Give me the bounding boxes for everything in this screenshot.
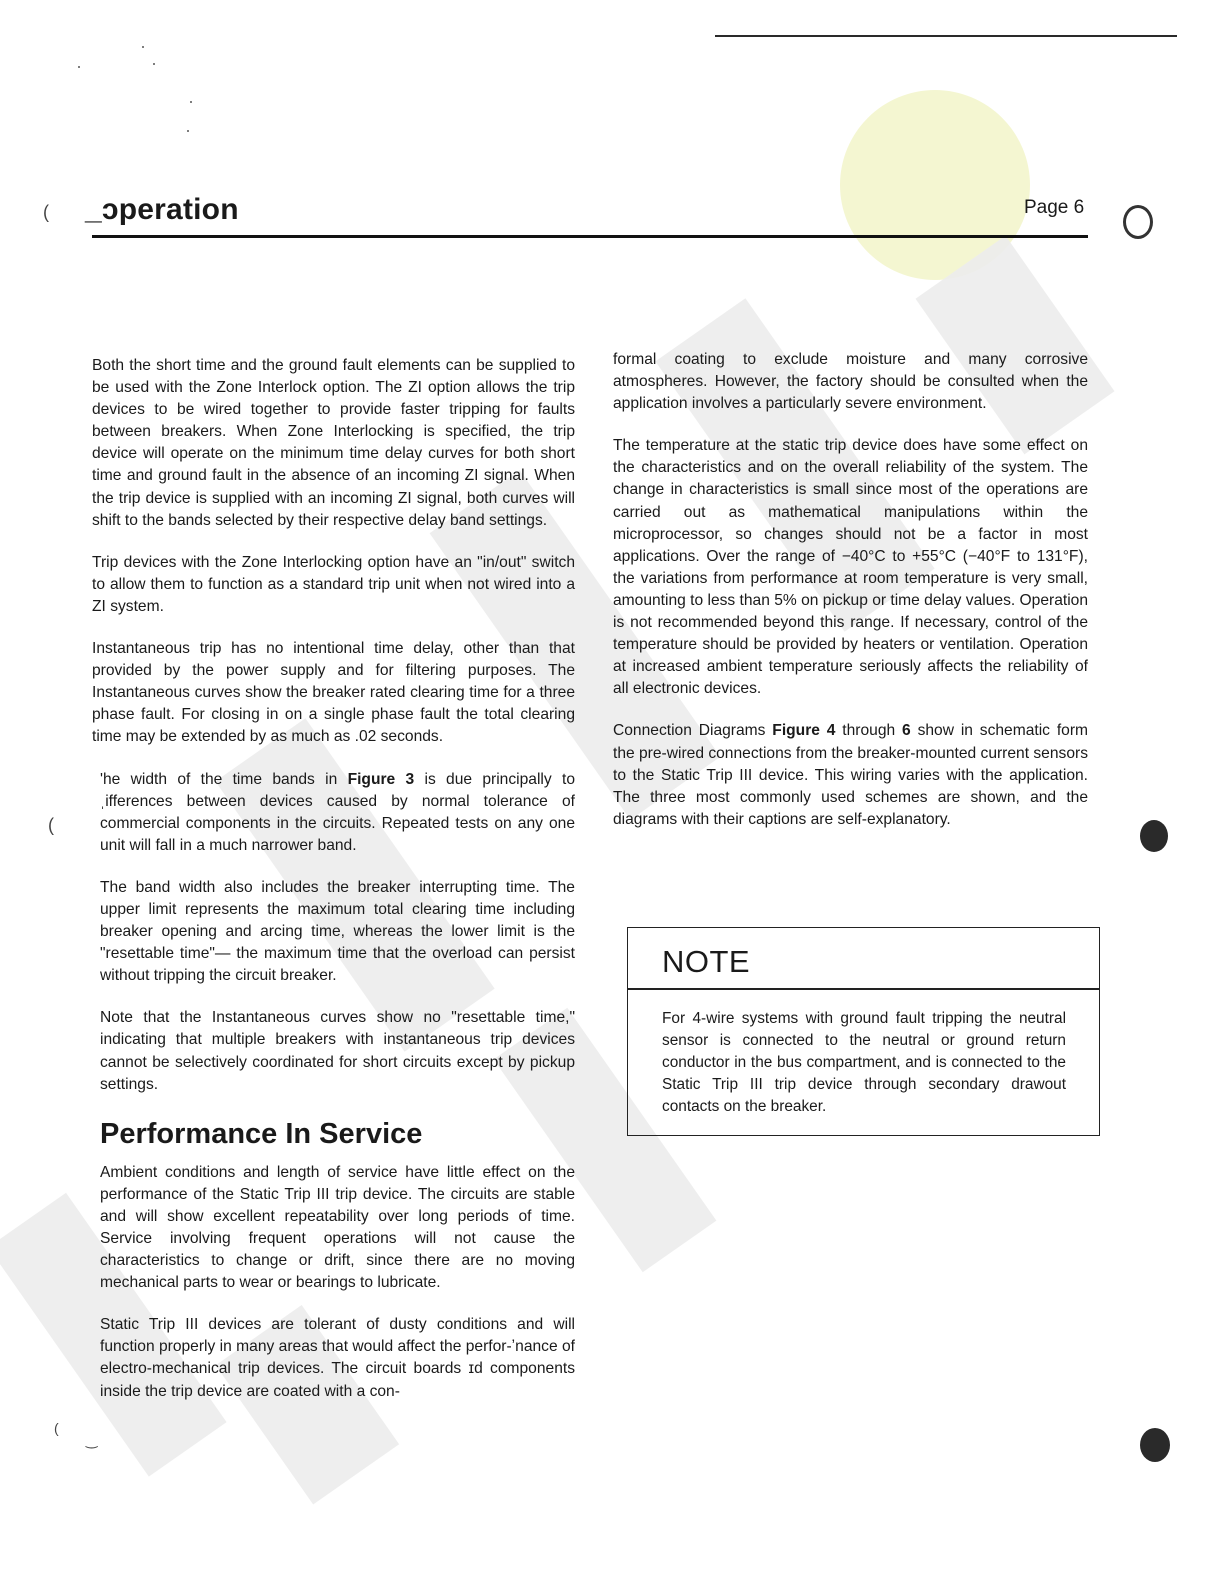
figure-reference: 6 <box>902 722 911 740</box>
paragraph <box>100 769 575 857</box>
section-heading: _ɔperation <box>85 193 239 226</box>
text-run: show in schematic form the pre-wired connections from the breaker-mounted current sensors to the Static Trip III device. This wiring varies with the application. The three most commonly used schemes are shown, and the diagrams with their captions are self-explanatory. <box>613 722 1089 828</box>
text-run: through <box>835 722 903 740</box>
scan-speck <box>190 101 192 103</box>
paragraph: Note that the Instantaneous curves show no "resettable time," indicating that multiple breakers with instantaneous trip devices cannot be selectively coordinated for short circuits except by pickup settings. <box>100 1009 575 1093</box>
text-run: Connection Diagrams <box>613 722 773 740</box>
paragraph: formal coating to exclude moisture and many corrosive atmospheres. However, the factory should be consulted when the application involves a particularly severe environment. <box>613 351 1088 413</box>
text-run: 'he width of the time bands in <box>100 770 348 788</box>
note-body: For 4-wire systems with ground fault tripping the neutral sensor is connected to the neutral or ground return conductor in the bus compartment, and is connected to the Static Trip III trip device through secondary drawout contacts on the breaker. <box>662 1010 1066 1115</box>
scan-speck <box>78 66 80 68</box>
margin-mark: ( <box>54 1420 59 1436</box>
paragraph: Instantaneous trip has no intentional time delay, other than that provided by the power supply and for filtering purposes. The Instantaneous curves show the breaker rated clearing time for a three phase fault. For closing in on a single phase fault the total clearing time may be extended by as much as .02 seconds. <box>92 640 575 746</box>
punch-hole-middle <box>1140 820 1168 852</box>
paragraph <box>613 720 1088 830</box>
paragraph: Ambient conditions and length of service have little effect on the performance of the Static Trip III trip device. The circuits are stable and will show excellent repeatability over long periods of time. Service involving frequent operations will not cause the characteristics to change or drift, since there are no moving mechanical parts to wear or bearings to lubricate. <box>100 1163 575 1292</box>
scan-speck <box>142 46 144 48</box>
page-number: Page 6 <box>1024 197 1085 218</box>
text-run: is due principally to ˌifferences between devices caused by normal tolerance of commercial components in the circuits. Repeated tests on any one unit will fall in a much narrower band. <box>100 770 575 854</box>
margin-mark: ( <box>48 815 54 835</box>
punch-hole-bottom <box>1140 1428 1170 1462</box>
left-column <box>92 355 575 1423</box>
top-rule <box>715 35 1177 37</box>
scan-speck <box>187 130 189 132</box>
figure-reference: Figure 3 <box>347 770 415 788</box>
paragraph: The band width also includes the breaker interrupting time. The upper limit represents the maximum total clearing time including breaker opening and arcing time, whereas the lower limit is the "resettable time"— the maximum time that the overload can persist without tripping the circuit breaker. <box>100 878 575 985</box>
paragraph: Both the short time and the ground fault elements can be supplied to be used with the Zone Interlock option. The ZI option allows the trip devices to be wired together to provide faster tripping for faults between breakers. When Zone Interlocking is specified, the trip device will operate on the minimum time delay curves for both short time and ground fault in the absence of an incoming ZI signal. When the trip device is supplied with an incoming ZI signal, both curves will shift to the bands selected by their respective delay band settings. <box>92 357 575 529</box>
note-title: NOTE <box>662 944 751 979</box>
paragraph: The temperature at the static trip device does have some effect on the characteristics and on the overall reliability of the system. The change in characteristics is small since most of the operations are carried out as mathematical manipulations within the microprocessor, so changes should not be a factor in most applications. Over the range of −40°C to +55°C (−40°F to 131°F), the variations from performance at room temperature is very small, amounting to less than 5% on pickup or time delay values. Operation is not recommended beyond this range. If necessary, control of the temperature should be provided by heaters or ventilation. Operation at increased ambient temperature seriously affects the reliability of all electronic devices. <box>613 437 1089 698</box>
punch-hole-top <box>1123 205 1153 239</box>
figure-reference: Figure 4 <box>772 722 836 740</box>
right-column <box>613 349 1088 851</box>
note-divider <box>628 988 1099 990</box>
paragraph: Static Trip III devices are tolerant of dusty conditions and will function properly in many areas that would affect the perfor-ʼnance of electro-mechanical trip devices. The circuit boards ɪd components inside the trip device are coated with a con- <box>100 1316 575 1400</box>
margin-mark: ( <box>43 202 49 222</box>
scan-speck <box>153 63 155 65</box>
margin-mark: ‿ <box>86 1432 98 1448</box>
note-box <box>627 927 1100 1136</box>
section-title: Performance In Service <box>100 1117 423 1150</box>
heading-rule <box>92 235 1088 238</box>
paragraph: Trip devices with the Zone Interlocking option have an "in/out" switch to allow them to function as a standard trip unit when not wired into a ZI system. <box>92 553 575 615</box>
